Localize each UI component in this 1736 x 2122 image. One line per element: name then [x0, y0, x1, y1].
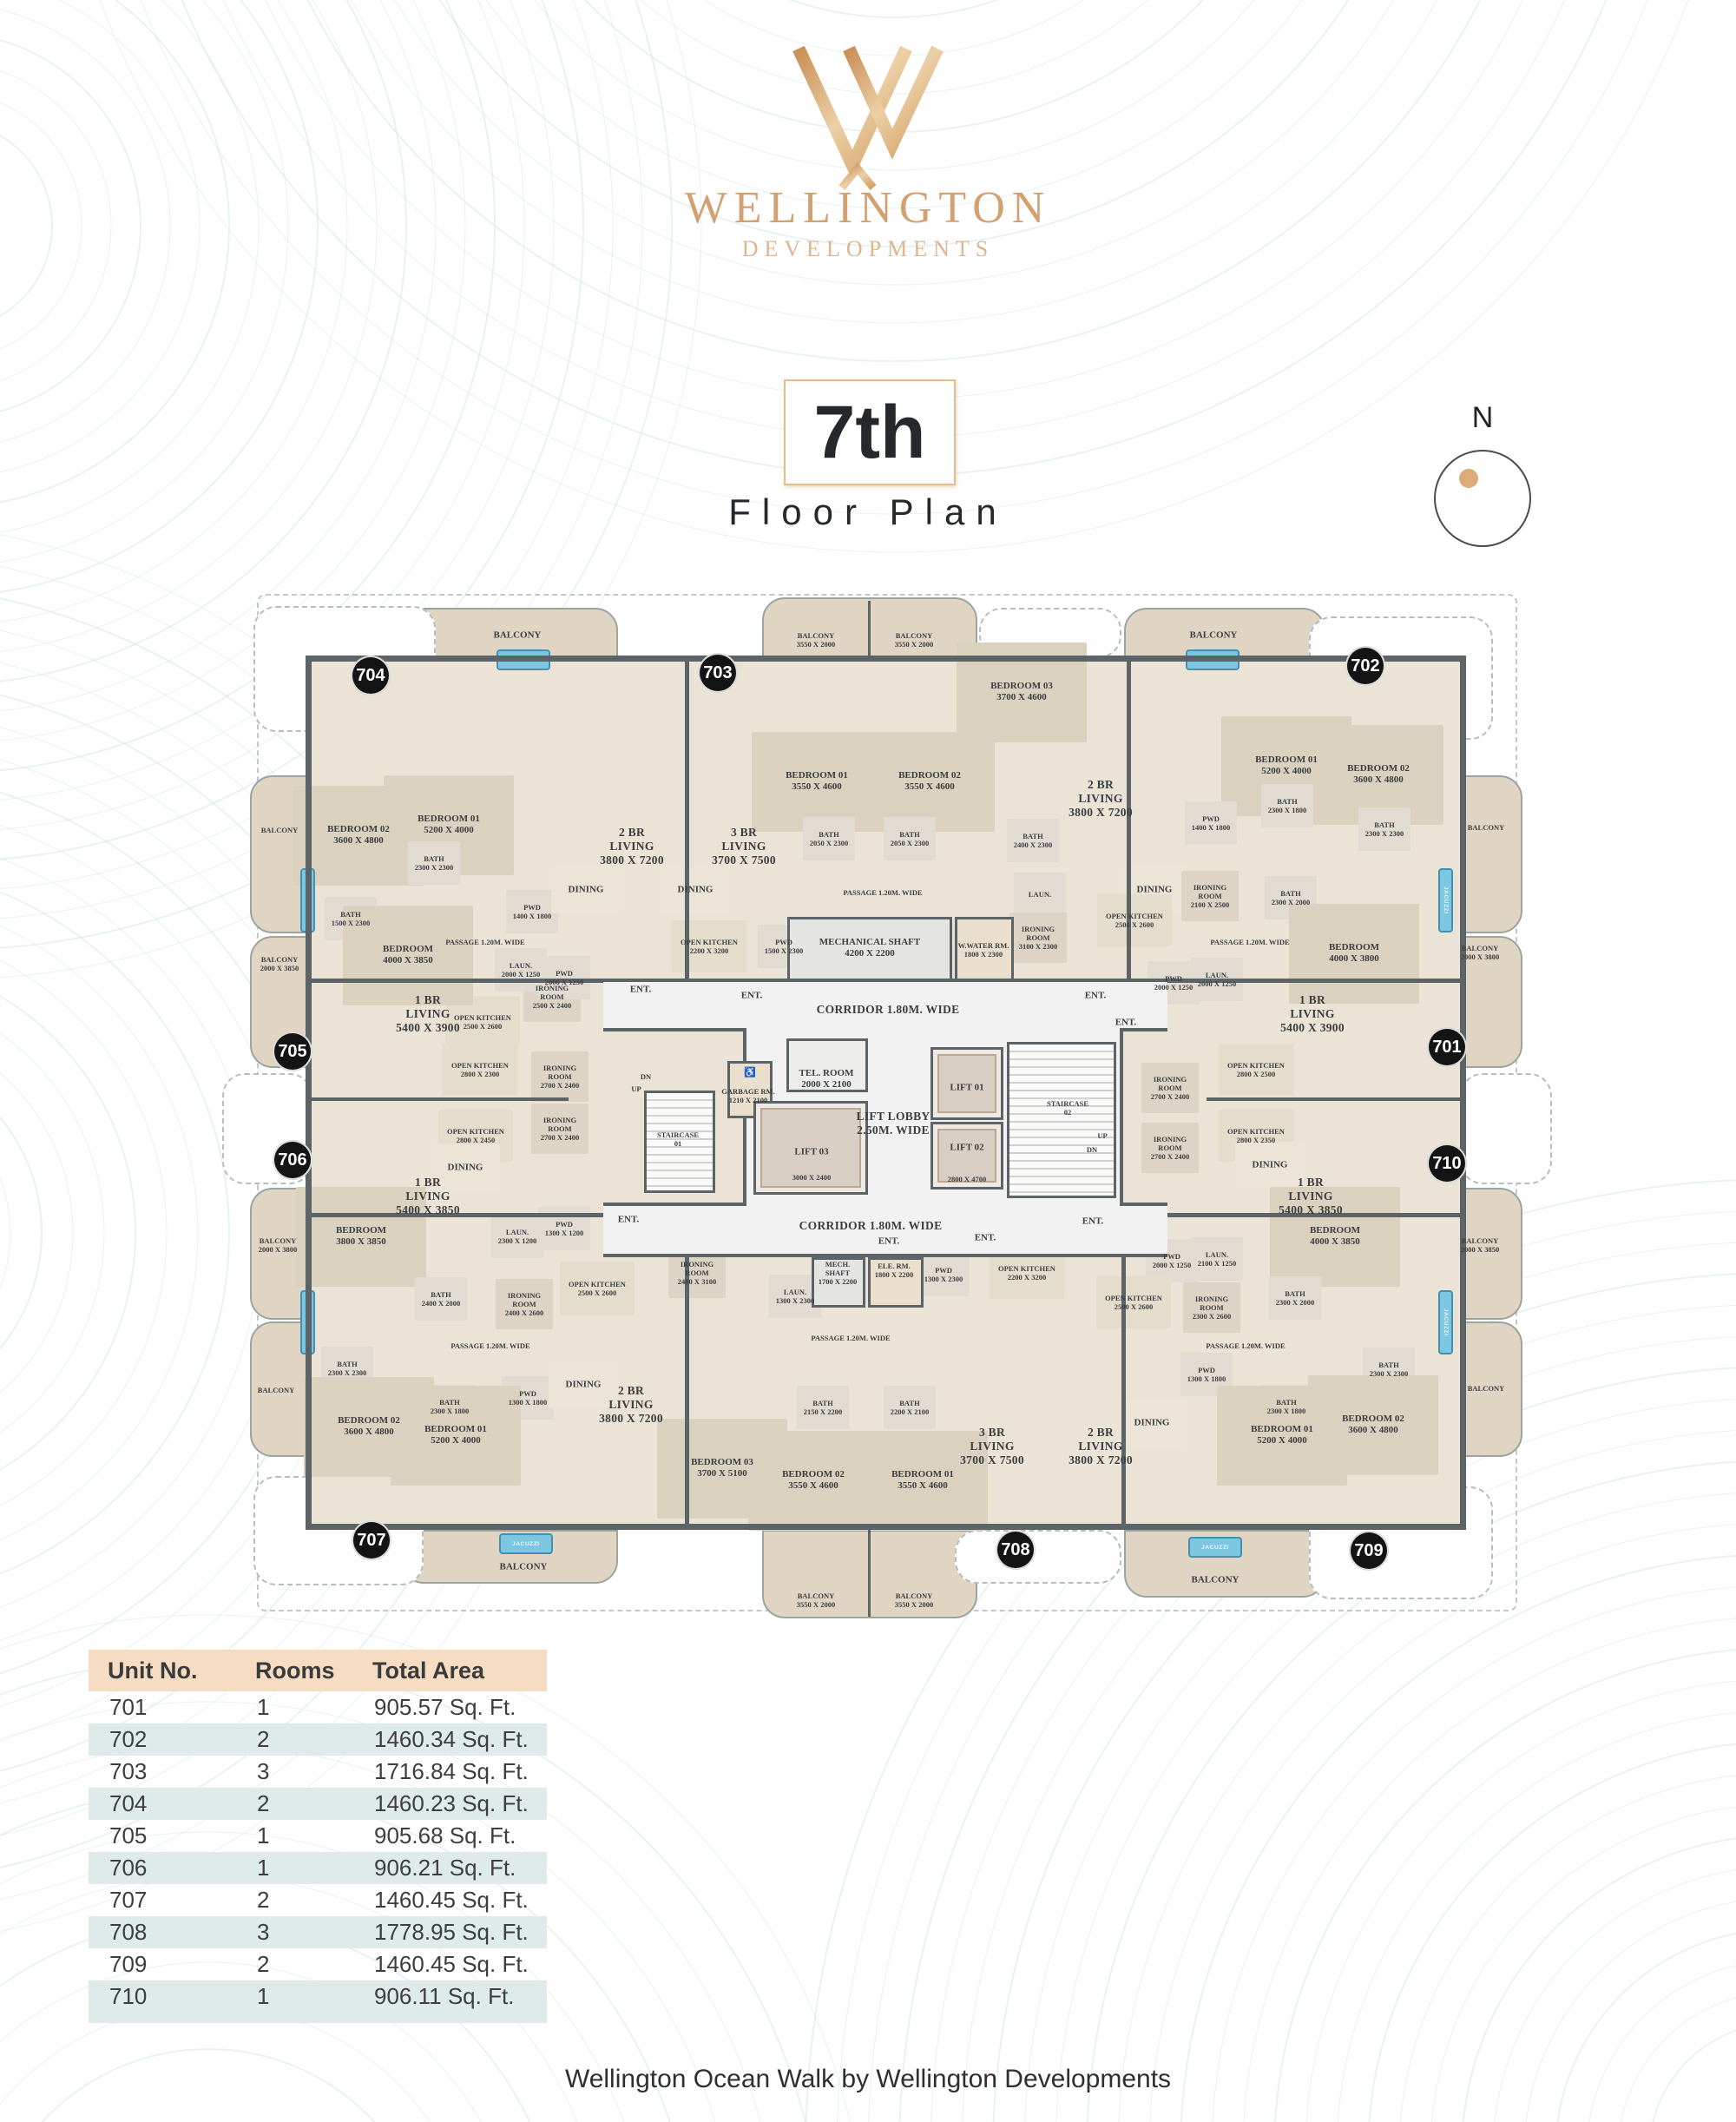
- room-label-ironing: IRONING ROOM 2400 X 2600: [504, 1290, 544, 1318]
- room-label-bedroom-01: BEDROOM 01 5200 X 4000: [1255, 755, 1318, 776]
- room-label-dining: DINING: [677, 884, 713, 895]
- room-label-staircase: STAIRCASE 02: [1046, 1098, 1089, 1117]
- room-label-bedroom-02: BEDROOM 02 3550 X 4600: [898, 770, 961, 792]
- room-label-ironing: IRONING ROOM 2700 X 2400: [1150, 1074, 1190, 1102]
- room-label-open-kitchen: OPEN KITCHEN 2500 X 2600: [454, 1012, 511, 1031]
- room-label-ironing: IRONING ROOM 3100 X 2300: [1018, 924, 1058, 952]
- wall-segment: [306, 656, 1466, 662]
- room-label-2800-x-4700: 2800 X 4700: [947, 1174, 987, 1183]
- room-label-open-kitchen: OPEN KITCHEN 2200 X 3200: [998, 1263, 1055, 1282]
- total-area-cell: 1460.45 Sq. Ft.: [374, 1951, 529, 1977]
- unit-badge-705: 705: [273, 1031, 312, 1071]
- unit-no-cell: 709: [109, 1951, 148, 1977]
- room-label-1-br: 1 BR LIVING 5400 X 3900: [396, 993, 460, 1034]
- room-label-bath: BATH 2300 X 2000: [1271, 888, 1311, 906]
- wall-segment: [312, 1097, 569, 1101]
- room-label-open-kitchen: OPEN KITCHEN 2500 X 2600: [1105, 1293, 1162, 1311]
- room-label-tel-room: TEL. ROOM 2000 X 2100: [799, 1068, 854, 1090]
- wall-segment: [603, 1028, 745, 1031]
- room-label-balcony: BALCONY: [260, 825, 299, 834]
- room-label-laun: LAUN. 1300 X 2300: [775, 1287, 815, 1305]
- room-label-dining: DINING: [565, 1379, 602, 1390]
- room-label-bedroom-02: BEDROOM 02 3600 X 4800: [1342, 1414, 1404, 1435]
- room-label-balcony: BALCONY 2000 X 3850: [260, 954, 299, 972]
- room-label-dining: DINING: [1134, 1417, 1170, 1428]
- room-label-dn: DN: [640, 1071, 652, 1081]
- unit-no-cell: 705: [109, 1822, 148, 1849]
- room-label-bath: BATH 2300 X 1800: [430, 1397, 470, 1415]
- room-label-passage-1-20m-wide: PASSAGE 1.20M. WIDE: [445, 937, 525, 946]
- north-letter: N: [1471, 401, 1494, 434]
- unit-no-cell: 704: [109, 1790, 148, 1816]
- unit-badge-707: 707: [352, 1520, 391, 1560]
- unit-no-cell: 703: [109, 1758, 148, 1784]
- total-area-cell: 905.68 Sq. Ft.: [374, 1822, 516, 1849]
- room-label-balcony: BALCONY 2000 X 3850: [1460, 1236, 1500, 1254]
- room-label-garbage-rm: GARBAGE RM. 1210 X 2100: [721, 1086, 775, 1104]
- room-label-bath: BATH 2400 X 2300: [1013, 831, 1053, 849]
- room-label-passage-1-20m-wide: PASSAGE 1.20M. WIDE: [843, 887, 923, 897]
- room-label-up: UP: [631, 1084, 641, 1093]
- room-label-2-br: 2 BR LIVING 3800 X 7200: [1069, 1426, 1133, 1466]
- room-label-laun: LAUN. 2100 X 1250: [1197, 1249, 1237, 1268]
- room-label-staircase: STAIRCASE 01: [656, 1130, 700, 1148]
- room-label-balcony: BALCONY: [1189, 629, 1238, 641]
- room-label-pwd: PWD 1300 X 1800: [508, 1388, 548, 1407]
- room-label-open-kitchen: OPEN KITCHEN 2500 X 2600: [569, 1279, 626, 1297]
- room-label-ironing: IRONING ROOM 2700 X 2400: [540, 1115, 580, 1143]
- room-label-3000-x-2400: 3000 X 2400: [792, 1172, 832, 1182]
- unit-no-cell: 708: [109, 1919, 148, 1945]
- room-label-1-br: 1 BR LIVING 5400 X 3900: [1280, 993, 1345, 1034]
- room-label-balcony: BALCONY 2000 X 3800: [1460, 943, 1500, 961]
- room-label-dining: DINING: [1252, 1159, 1288, 1170]
- room-label-dn: DN: [1086, 1144, 1098, 1154]
- room-label-balcony: BALCONY: [1467, 822, 1505, 832]
- room-label-balcony: BALCONY 3550 X 2000: [894, 1591, 934, 1609]
- room-label-bath: BATH 2300 X 2300: [327, 1359, 367, 1377]
- room-label-balcony: BALCONY: [257, 1385, 295, 1394]
- room-label-balcony: BALCONY 2000 X 3800: [258, 1236, 298, 1254]
- rooms-cell: 3: [257, 1919, 270, 1945]
- room-label-dining: DINING: [447, 1162, 483, 1173]
- rooms-cell: 1: [257, 1855, 270, 1881]
- room-label-ent: ENT.: [974, 1232, 996, 1243]
- room-label-open-kitchen: OPEN KITCHEN 2800 X 2450: [447, 1126, 504, 1144]
- room-label-bath: BATH 2150 X 2200: [803, 1398, 843, 1416]
- room-label-balcony: BALCONY: [493, 629, 542, 641]
- table-header-rooms: Rooms: [255, 1657, 335, 1684]
- wall-segment: [1121, 1028, 1167, 1031]
- room-label-pwd: PWD 2000 X 1250: [1154, 973, 1194, 992]
- room-label-ent: ENT.: [629, 984, 652, 995]
- brand-name: WELLINGTON: [684, 183, 1052, 233]
- wall-segment: [685, 662, 689, 979]
- room-label-2-br: 2 BR LIVING 3800 X 7200: [1069, 778, 1133, 819]
- room-label-bedroom-02: BEDROOM 02 3600 X 4800: [338, 1415, 400, 1437]
- room-label-mechanical-shaft: MECHANICAL SHAFT 4200 X 2200: [819, 937, 921, 959]
- room-label-ele-rm: ELE. RM. 1800 X 2200: [874, 1261, 914, 1279]
- room-label-ironing: IRONING ROOM 2700 X 2400: [1150, 1134, 1190, 1162]
- jacuzzi-box: JACUZZI: [1438, 1290, 1453, 1354]
- room-label-ent: ENT.: [1115, 1017, 1137, 1028]
- room-label-bedroom: BEDROOM 4000 X 3850: [1309, 1225, 1361, 1247]
- room-label-1-br: 1 BR LIVING 5400 X 3850: [1279, 1176, 1343, 1216]
- terrace-patio-shape: [1460, 1073, 1552, 1184]
- wall-segment: [306, 1524, 1466, 1530]
- room-label-pwd: PWD 2000 X 1250: [544, 968, 584, 986]
- room-label-pwd: PWD 1400 X 1800: [512, 902, 552, 920]
- total-area-cell: 905.57 Sq. Ft.: [374, 1694, 516, 1720]
- room-label-open-kitchen: OPEN KITCHEN 2500 X 2600: [1106, 911, 1163, 929]
- room-label-corridor-1-80m-wide: CORRIDOR 1.80M. WIDE: [816, 1003, 960, 1017]
- room-label-laun: LAUN.: [1028, 889, 1052, 899]
- rooms-cell: 1: [257, 1822, 270, 1849]
- total-area-cell: 1460.34 Sq. Ft.: [374, 1726, 529, 1752]
- unit-badge-709: 709: [1349, 1531, 1389, 1571]
- footer-caption: Wellington Ocean Walk by Wellington Developments: [564, 2065, 1172, 2093]
- rooms-cell: 1: [257, 1694, 270, 1720]
- floor-plan-title: Floor Plan: [728, 491, 1008, 532]
- room-label-passage-1-20m-wide: PASSAGE 1.20M. WIDE: [1210, 937, 1290, 946]
- room-label-pwd: PWD 2000 X 1250: [1152, 1251, 1192, 1269]
- room-label-bedroom-01: BEDROOM 01 5200 X 4000: [424, 1424, 487, 1446]
- room-label-ironing: IRONING ROOM 2700 X 2400: [540, 1063, 580, 1091]
- room-label-balcony: BALCONY 3550 X 2000: [796, 1591, 836, 1609]
- room-label-dining: DINING: [1136, 884, 1173, 895]
- room-label-passage-1-20m-wide: PASSAGE 1.20M. WIDE: [1206, 1341, 1286, 1350]
- room-label-bedroom: BEDROOM 4000 X 3850: [382, 944, 434, 965]
- room-label-balcony: BALCONY 3550 X 2000: [894, 630, 934, 649]
- room-label-ent: ENT.: [617, 1214, 640, 1225]
- room-label-dining: DINING: [568, 884, 604, 895]
- room-label-3-br: 3 BR LIVING 3700 X 7500: [960, 1426, 1024, 1466]
- room-label-mech: MECH. SHAFT 1700 X 2200: [818, 1259, 858, 1287]
- room-label-lift-lobby: LIFT LOBBY 2.50M. WIDE: [856, 1110, 930, 1137]
- room-label-ironing: IRONING ROOM 2100 X 2500: [1190, 882, 1230, 910]
- unit-badge-708: 708: [996, 1530, 1036, 1570]
- brand-subtitle: DEVELOPMENTS: [741, 236, 995, 261]
- room-label-bath: BATH 2400 X 2000: [421, 1289, 461, 1308]
- room-label-pwd: PWD 1400 X 1800: [1191, 814, 1231, 832]
- wall-segment: [1120, 1028, 1123, 1206]
- room-label-bath: BATH 2050 X 2300: [890, 829, 930, 847]
- room-label-lift-03: LIFT 03: [794, 1146, 829, 1157]
- room-label-balcony: BALCONY: [1191, 1574, 1240, 1585]
- room-label-balcony: BALCONY 3550 X 2000: [796, 630, 836, 649]
- room-label-3-br: 3 BR LIVING 3700 X 7500: [712, 826, 776, 867]
- unit-no-cell: 701: [109, 1694, 148, 1720]
- room-label-pwd: PWD 1300 X 1200: [544, 1219, 584, 1237]
- room-label-passage-1-20m-wide: PASSAGE 1.20M. WIDE: [450, 1341, 530, 1350]
- room-label-ironing: IRONING ROOM 2400 X 3100: [677, 1259, 717, 1287]
- table-header-area: Total Area: [372, 1657, 485, 1684]
- room-label-bedroom-03: BEDROOM 03 3700 X 4600: [990, 681, 1053, 702]
- unit-badge-710: 710: [1427, 1143, 1467, 1183]
- room-label-bath: BATH 2300 X 1800: [1266, 1397, 1306, 1415]
- room-label-2-br: 2 BR LIVING 3800 X 7200: [600, 826, 664, 867]
- room-label-bath: BATH 2300 X 2300: [1369, 1360, 1409, 1378]
- rooms-cell: 2: [257, 1790, 270, 1816]
- rooms-cell: 2: [257, 1951, 270, 1977]
- room-label-open-kitchen: OPEN KITCHEN 2800 X 2350: [1227, 1126, 1285, 1144]
- wall-segment: [1207, 1097, 1460, 1101]
- wall-segment: [1121, 1203, 1167, 1206]
- room-label-bedroom: BEDROOM 4000 X 3800: [1328, 942, 1380, 964]
- wall-segment: [868, 1530, 871, 1617]
- unit-no-cell: 702: [109, 1726, 148, 1752]
- unit-no-cell: 710: [109, 1983, 148, 2009]
- wall-segment: [306, 656, 312, 1530]
- floor-number-box: 7th: [784, 379, 956, 485]
- jacuzzi-box: JACUZZI: [1438, 868, 1453, 932]
- room-label-bath: BATH 2300 X 2300: [414, 853, 454, 872]
- room-label-balcony: BALCONY: [499, 1561, 548, 1572]
- room-label-ent: ENT.: [740, 990, 763, 1001]
- room-label-up: UP: [1097, 1130, 1108, 1140]
- rooms-cell: 2: [257, 1887, 270, 1913]
- room-label-2-br: 2 BR LIVING 3800 X 7200: [599, 1384, 663, 1425]
- total-area-cell: 1460.45 Sq. Ft.: [374, 1887, 529, 1913]
- room-label-lift-02: LIFT 02: [950, 1142, 984, 1153]
- room-label-laun: LAUN. 2300 X 1200: [497, 1227, 537, 1245]
- room-label-ent: ENT.: [1082, 1216, 1104, 1227]
- rooms-cell: 3: [257, 1758, 270, 1784]
- unit-badge-703: 703: [698, 653, 738, 693]
- room-label-bath: BATH 2300 X 2000: [1275, 1288, 1315, 1307]
- unit-badge-706: 706: [273, 1140, 312, 1180]
- room-label-pwd: PWD 1300 X 1800: [1187, 1365, 1226, 1383]
- room-label-pwd: PWD 1300 X 2300: [924, 1265, 963, 1283]
- room-label-open-kitchen: OPEN KITCHEN 2800 X 2300: [451, 1060, 509, 1078]
- room-label-bath: BATH 1500 X 2300: [331, 909, 371, 927]
- unit-badge-704: 704: [351, 656, 391, 695]
- room-label-pwd: PWD 1500 X 2300: [764, 937, 804, 955]
- total-area-cell: 906.21 Sq. Ft.: [374, 1855, 516, 1881]
- room-label-bedroom-01: BEDROOM 01 3550 X 4600: [891, 1469, 954, 1491]
- jacuzzi-box: JACUZZI: [499, 1533, 553, 1554]
- room-label-bedroom-03: BEDROOM 03 3700 X 5100: [691, 1457, 753, 1479]
- room-label-1-br: 1 BR LIVING 5400 X 3850: [396, 1176, 460, 1216]
- rooms-cell: 2: [257, 1726, 270, 1752]
- room-label-ent: ENT.: [878, 1236, 900, 1247]
- core-room-stair: [1007, 1042, 1116, 1198]
- total-area-cell: 906.11 Sq. Ft.: [374, 1983, 515, 2009]
- room-label-passage-1-20m-wide: PASSAGE 1.20M. WIDE: [811, 1333, 891, 1342]
- room-label-ent: ENT.: [1084, 990, 1107, 1001]
- wall-segment: [868, 601, 871, 658]
- room-label-ironing: IRONING ROOM 2300 X 2600: [1192, 1294, 1232, 1321]
- room-label-laun: LAUN. 2000 X 1250: [1197, 970, 1237, 988]
- table-header-unit: Unit No.: [108, 1657, 198, 1684]
- rooms-cell: 1: [257, 1983, 270, 2009]
- room-label-balcony: BALCONY: [1467, 1383, 1505, 1393]
- unit-no-cell: 707: [109, 1887, 148, 1913]
- room-label-bath: BATH 2200 X 2100: [890, 1398, 930, 1416]
- room-label-ironing: IRONING ROOM 2500 X 2400: [532, 983, 572, 1011]
- wall-segment: [1460, 656, 1466, 1530]
- total-area-cell: 1460.23 Sq. Ft.: [374, 1790, 529, 1816]
- unit-badge-701: 701: [1427, 1027, 1467, 1067]
- room-label-w-water-rm: W.WATER RM. 1800 X 2300: [957, 940, 1009, 959]
- room-label-bedroom-01: BEDROOM 01 3550 X 4600: [786, 770, 848, 792]
- room-label-: ♿: [744, 1067, 756, 1078]
- room-label-bedroom-01: BEDROOM 01 5200 X 4000: [1251, 1424, 1313, 1446]
- total-area-cell: 1778.95 Sq. Ft.: [374, 1919, 529, 1945]
- room-label-bedroom-02: BEDROOM 02 3550 X 4600: [782, 1469, 845, 1491]
- room-label-bath: BATH 2300 X 2300: [1364, 820, 1404, 838]
- wall-segment: [1127, 662, 1131, 979]
- room-label-bedroom: BEDROOM 3800 X 3850: [335, 1225, 387, 1247]
- room-label-open-kitchen: OPEN KITCHEN 2200 X 3200: [681, 937, 738, 955]
- room-label-corridor-1-80m-wide: CORRIDOR 1.80M. WIDE: [799, 1219, 943, 1233]
- wall-segment: [685, 1257, 689, 1524]
- jacuzzi-box: JACUZZI: [1188, 1537, 1242, 1558]
- wall-segment: [603, 1203, 745, 1206]
- total-area-cell: 1716.84 Sq. Ft.: [374, 1758, 529, 1784]
- room-label-open-kitchen: OPEN KITCHEN 2800 X 2500: [1227, 1060, 1285, 1078]
- room-label-bedroom-02: BEDROOM 02 3600 X 4800: [1347, 763, 1410, 785]
- room-label-bedroom-01: BEDROOM 01 5200 X 4000: [418, 814, 480, 835]
- room-label-laun: LAUN. 2000 X 1250: [501, 960, 541, 979]
- balcony-shape: [1462, 775, 1522, 933]
- unit-no-cell: 706: [109, 1855, 148, 1881]
- room-label-lift-01: LIFT 01: [950, 1082, 984, 1093]
- unit-badge-702: 702: [1345, 646, 1385, 686]
- room-label-bedroom-02: BEDROOM 02 3600 X 4800: [327, 824, 390, 846]
- terrace-patio-shape: [955, 1530, 1121, 1584]
- room-label-bath: BATH 2300 X 1800: [1267, 796, 1307, 814]
- room-label-bath: BATH 2050 X 2300: [809, 829, 849, 847]
